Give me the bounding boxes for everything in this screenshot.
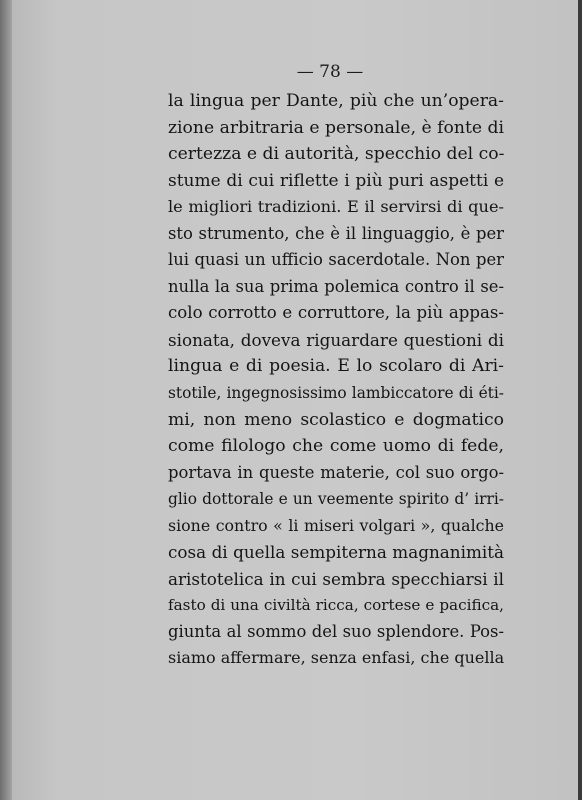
text-line: portava in queste materie, col suo orgo- <box>168 462 504 482</box>
text-line: sione contro « li miseri volgari », qualche <box>168 515 504 535</box>
text-line: certezza e di autorità, specchio del co- <box>168 144 505 165</box>
book-page <box>12 0 578 800</box>
text-line: cosa di quella sempiterna magnanimità <box>168 542 504 563</box>
text-line: aristotelica in cui sembra specchiarsi il <box>168 568 504 589</box>
text-line: lui quasi un ufficio sacerdotale. Non per <box>168 250 504 270</box>
page-right-edge <box>578 0 582 800</box>
text-line: mi, non meno scolastico e dogmatico <box>168 409 504 430</box>
text-line: colo corrotto e corruttore, la più appas- <box>168 303 504 323</box>
text-line: giunta al sommo del suo splendore. Pos- <box>168 621 504 641</box>
body-text <box>168 88 504 672</box>
page-number: — 78 — <box>296 62 364 82</box>
text-line: siamo affermare, senza enfasi, che quella <box>168 648 505 668</box>
text-line: sionata, doveva riguardare questioni di <box>168 329 504 350</box>
text-line: come filologo che come uomo di fede, <box>168 436 504 457</box>
page-left-edge <box>0 0 12 800</box>
text-line: le migliori tradizioni. E il servirsi di que- <box>168 197 504 217</box>
text-line: glio dottorale e un veemente spirito d’ irri- <box>168 490 504 509</box>
text-line: nulla la sua prima polemica contro il se- <box>168 276 504 296</box>
text-line: fasto di una civiltà ricca, cortese e pacifica, <box>168 596 504 615</box>
text-line: la lingua per Dante, più che un’opera- <box>168 91 504 111</box>
text-line: stume di cui riflette i più puri aspetti e <box>168 170 504 191</box>
text-line: zione arbitraria e personale, è fonte di <box>168 117 504 138</box>
text-line: stotile, ingegnosissimo lambiccatore di éti- <box>168 384 504 403</box>
text-line: lingua e di poesia. E lo scolaro di Ari- <box>168 356 504 377</box>
text-line: sto strumento, che è il linguaggio, è per <box>168 223 504 243</box>
